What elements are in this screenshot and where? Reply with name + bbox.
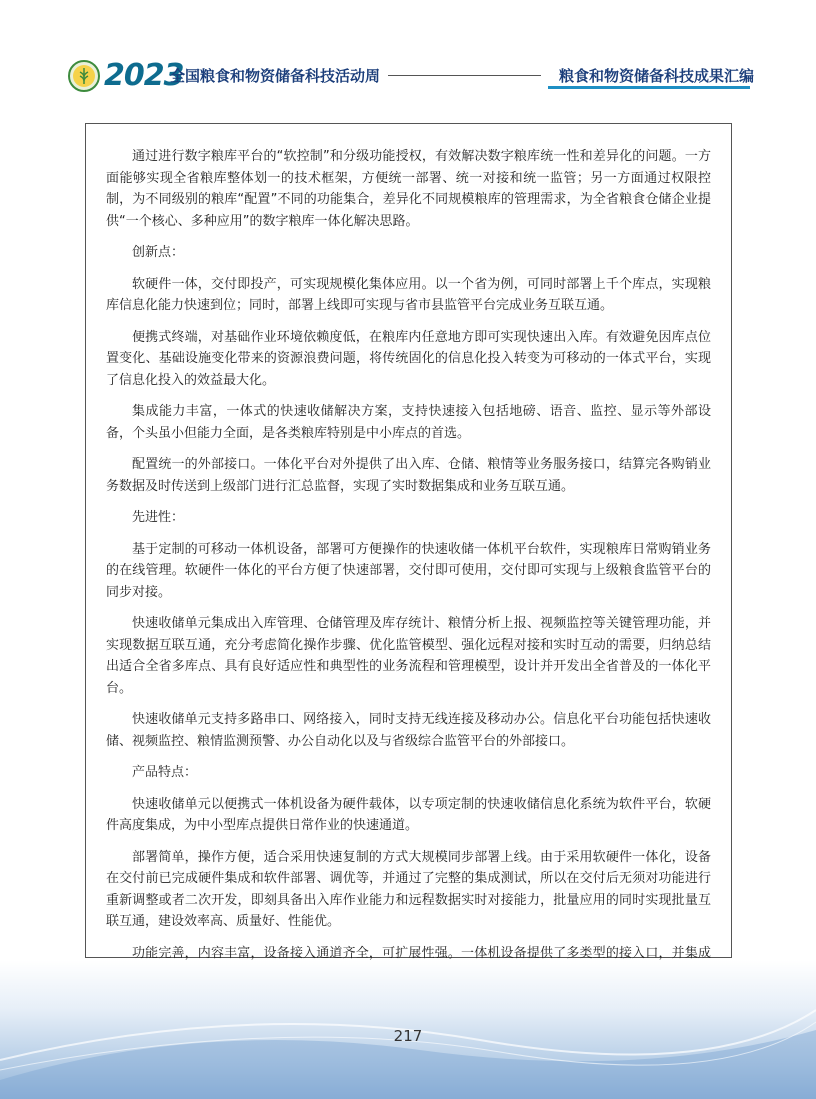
header-divider [388,75,541,76]
header-series-title: 粮食和物资储备科技成果汇编 [558,67,754,85]
advanced-paragraph: 快速收储单元支持多路串口、网络接入，同时支持无线连接及移动办公。信息化平台功能包括快速收储、视频监控、粮情监测预警、办公自动化以及与省级综合监管平台的外部接口。 [106,712,711,749]
header-event-title: 全国粮食和物资储备科技活动周 [170,67,381,85]
features-paragraph: 部署简单，操作方便，适合采用快速复制的方式大规模同步部署上线。由于采用软硬件一体化，设备在交付前已完成硬件集成和软件部署、调优等，并通过了完整的集成测试，所以在交付后无须对功能进行重新调整或者二次开发，即刻具备出入库作业能力和远程数据实时对接能力，批量应用的同时实现批量互联互通，建设效率高、质量好、性能优。 [106,849,711,929]
page-header [0,0,816,100]
innovation-paragraph: 便携式终端，对基础作业环境依赖度低，在粮库内任意地方即可实现快速出入库。有效避免因库点位置变化、基础设施变化带来的资源浪费问题，将传统固化的信息化投入转变为可移动的一体式平台，实现了信息化投入的效益最大化。 [106,329,711,388]
intro-paragraph: 通过进行数字粮库平台的“软控制”和分级功能授权，有效解决数字粮库统一性和差异化的问题。一方面能够实现全省粮库整体划一的技术框架，方便统一部署、统一对接和统一监管；另一方面通过权限控制，为不同级别的粮库“配置”不同的功能集合，差异化不同规模粮库的管理需求，为全省粮食仓储企业提供“一个核心、多种应用”的数字粮库一体化解决思路。 [106,149,711,229]
page-number: 217 [393,1027,423,1045]
innovation-paragraph: 软硬件一体，交付即投产，可实现规模化集体应用。以一个省为例，可同时部署上千个库点，实现粮库信息化能力快速到位；同时，部署上线即可实现与省市县监管平台完成业务互联互通。 [106,276,711,313]
advanced-paragraph: 基于定制的可移动一体机设备，部署可方便操作的快速收储一体机平台软件，实现粮库日常购销业务的在线管理。软硬件一体化的平台方便了快速部署，交付即可使用，交付即可实现与上级粮食监管平台的同步对接。 [106,541,711,600]
innovation-paragraph: 集成能力丰富，一体式的快速收储解决方案，支持快速接入包括地磅、语音、监控、显示等外部设备，个头虽小但能力全面，是各类粮库特别是中小库点的首选。 [106,404,711,441]
advanced-heading: 先进性： [132,510,185,525]
features-paragraph: 快速收储单元以便携式一体机设备为硬件载体，以专项定制的快速收储信息化系统为软件平台，软硬件高度集成，为中小型库点提供日常作业的快速通道。 [106,796,711,833]
header-year: 2023 [104,58,184,93]
advanced-paragraph: 快速收储单元集成出入库管理、仓储管理及库存统计、粮情分析上报、视频监控等关键管理功能，并实现数据互联互通，充分考虑简化操作步骤、优化监管模型、强化远程对接和实时互动的需要，归纳总结出适合全省多库点、具有良好适应性和典型性的业务流程和管理模型，设计并开发出全省普及的一体化平台。 [106,616,711,696]
content-frame [85,123,732,961]
features-heading: 产品特点： [132,765,198,780]
header-accent-bar [548,86,750,89]
emblem-logo [68,60,100,92]
innovation-paragraph: 配置统一的外部接口。一体化平台对外提供了出入库、仓储、粮情等业务服务接口，结算完各购销业务数据及时传送到上级部门进行汇总监督，实现了实时数据集成和业务互联互通。 [106,457,711,494]
features-paragraph: 功能完善，内容丰富，设备接入通道齐全，可扩展性强。一体机设备提供了多类型的接入口，并集成 [132,945,711,961]
innovation-heading: 创新点： [132,245,185,260]
